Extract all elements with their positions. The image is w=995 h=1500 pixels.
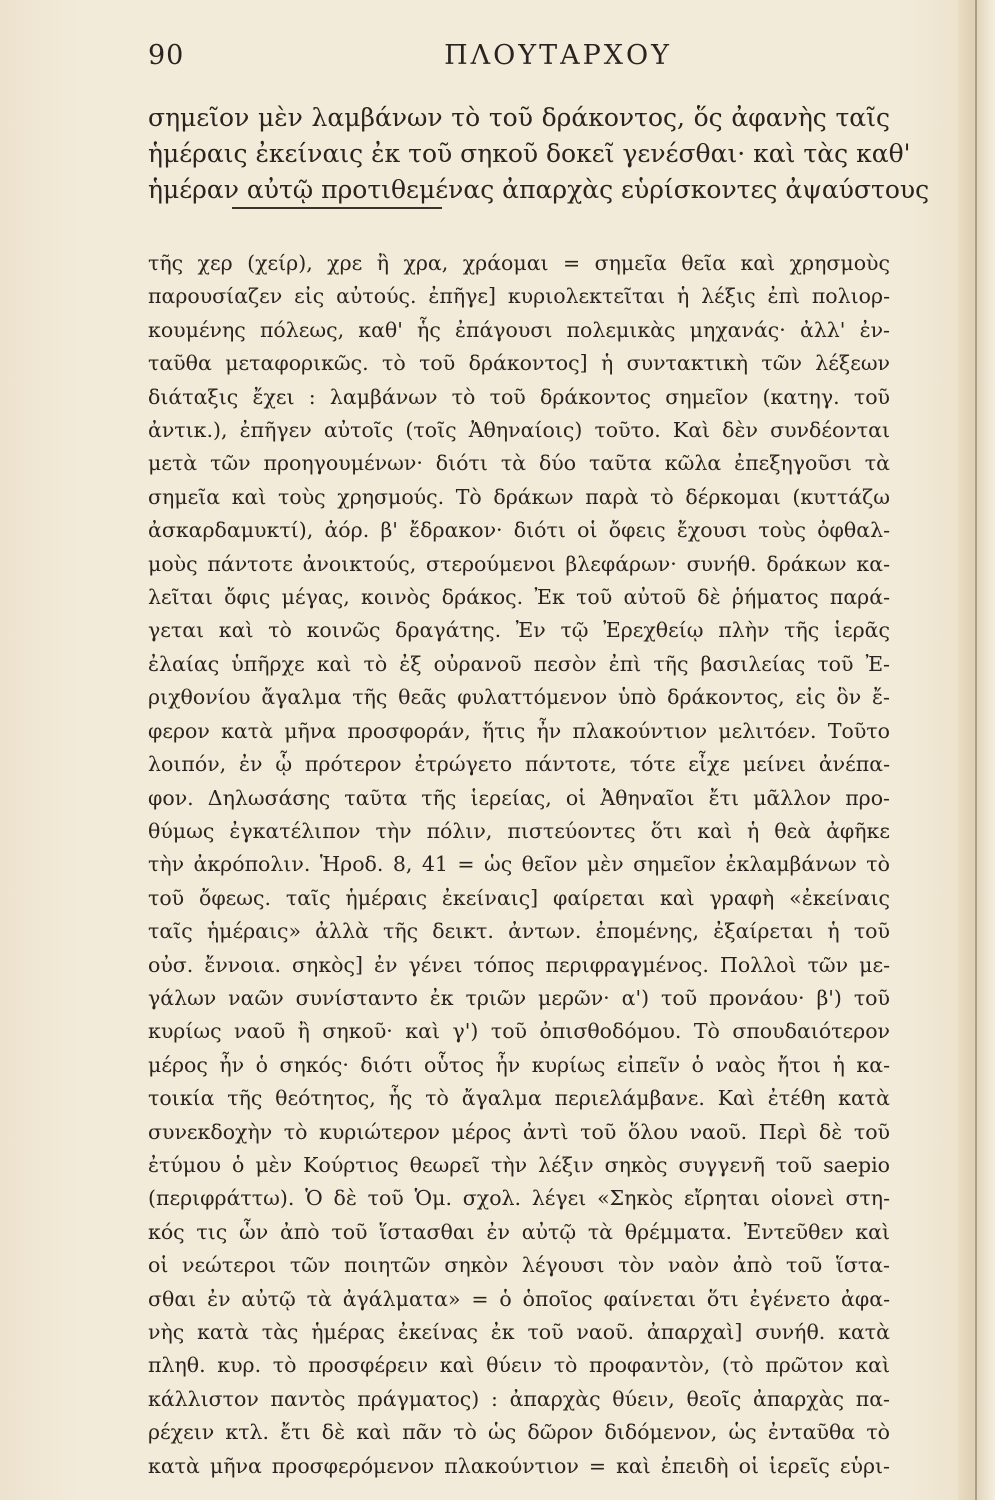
main-text-line: ἡμέραις ἐκείναις ἐκ τοῦ σηκοῦ δοκεῖ γενέσθαι· καὶ τὰς καθ' [148,139,911,168]
note-line: κυρίως ναοῦ ἢ σηκοῦ· καὶ γ') τοῦ ὀπισθοδόμου. Τὸ σπουδαιότερον [148,1019,890,1044]
note-line: νὴς κατὰ τὰς ἡμέρας ἐκείνας ἐκ τοῦ ναοῦ. ἀπαρχαὶ] συνήθ. κατὰ [148,1320,890,1344]
page-edge-line [975,0,977,1500]
note-line: ταῖς ἡμέραις» ἀλλὰ τῆς δεικτ. ἀντων. ἐπομένης, ἐξαίρεται ἡ τοῦ [148,919,890,944]
main-text [148,100,930,208]
note-line: γεται καὶ τὸ κοινῶς δραγάτης. Ἐν τῷ Ἐρεχθείῳ πλὴν τῆς ἱερᾶς [148,618,890,643]
note-line: φερον κατὰ μῆνα προσφοράν, ἥτις ἦν πλακούντιον μελιτόεν. Τοῦτο [148,718,890,743]
page-number: 90 [148,40,185,71]
note-line: λοιπόν, ἐν ᾧ πρότερον ἐτρώγετο πάντοτε, τότε εἶχε μείνει ἀνέπα- [148,752,890,777]
note-line: σθαι ἐν αὐτῷ τὰ ἀγάλματα» = ὁ ὁποῖος φαίνεται ὅτι ἐγένετο ἀφα- [148,1286,890,1311]
note-line: τῆς χερ (χείρ), χρε ἢ χρα, χράομαι = σημεῖα θεῖα καὶ χρησμοὺς [148,251,890,275]
footnote-separator [232,207,442,209]
note-line: τοικία τῆς θεότητος, ἧς τὸ ἄγαλμα περιελάμβανε. Καὶ ἐτέθη κατὰ [148,1086,890,1111]
note-line: συνεκδοχὴν τὸ κυριώτερον μέρος ἀντὶ τοῦ ὅλου ναοῦ. Περὶ δὲ τοῦ [148,1119,890,1144]
note-line: μέρος ἦν ὁ σηκός· διότι οὗτος ἦν κυρίως εἰπεῖν ὁ ναὸς ἤτοι ἡ κα- [148,1052,890,1077]
note-line: ἐτύμου ὁ μὲν Κούρτιος θεωρεῖ τὴν λέξιν σηκὸς συγγενῆ τοῦ saepio [148,1152,890,1177]
note-line: κατὰ μῆνα προσφερόμενον πλακούντιον = καὶ ἐπειδὴ οἱ ἱερεῖς εὑρι- [148,1453,890,1478]
note-line: σημεῖα καὶ τοὺς χρησμούς. Τὸ δράκων παρὰ τὸ δέρκομαι (κυττάζω [148,484,890,509]
note-line: ρέχειν κτλ. ἔτι δὲ καὶ πᾶν τὸ ὡς δῶρον διδόμενον, ὡς ἐνταῦθα τὸ [148,1420,890,1445]
note-line: παρουσίαζεν εἰς αὐτούς. ἐπῆγε] κυριολεκτεῖται ἡ λέξις ἐπὶ πολιορ- [148,284,890,309]
note-line: ριχθονίου ἄγαλμα τῆς θεᾶς φυλαττόμενον ὑπὸ δράκοντος, εἰς ὃν ἔ- [148,685,890,710]
note-line: κουμένης πόλεως, καθ' ἧς ἐπάγουσι πολεμικὰς μηχανάς· ἀλλ' ἐν- [148,317,890,342]
note-line: οἱ νεώτεροι τῶν ποιητῶν σηκὸν λέγουσι τὸν ναὸν ἀπὸ τοῦ ἵστα- [148,1253,890,1278]
note-line: οὐσ. ἔννοια. σηκὸς] ἐν γένει τόπος περιφραγμένος. Πολλοὶ τῶν με- [148,952,890,977]
note-line: κάλλιστον παντὸς πράγματος) : ἀπαρχὰς θύειν, θεοῖς ἀπαρχὰς πα- [148,1386,890,1411]
running-title: ΠΛΟΥΤΑΡΧΟΥ [444,40,672,71]
note-line: φον. Δηλωσάσης ταῦτα τῆς ἱερείας, οἱ Ἀθηναῖοι ἔτι μᾶλλον προ- [148,785,890,810]
main-text-line: σημεῖον μὲν λαμβάνων τὸ τοῦ δράκοντος, ὅς ἀφανὴς ταῖς [148,103,890,132]
note-line: θύμως ἐγκατέλιπον τὴν πόλιν, πιστεύοντες ὅτι καὶ ἡ θεὰ ἀφῆκε [148,818,890,843]
note-line: τὴν ἀκρόπολιν. Ἡροδ. 8, 41 = ὡς θεῖον μὲν σημεῖον ἐκλαμβάνων τὸ [148,852,890,877]
note-line: τοῦ ὄφεως. ταῖς ἡμέραις ἐκείναις] φαίρεται καὶ γραφὴ «ἐκείναις [148,885,890,910]
note-line: ἀντικ.), ἐπῆγεν αὐτοῖς (τοῖς Ἀθηναίοις) τοῦτο. Καὶ δὲν συνδέονται [148,418,890,443]
note-line: ἀσκαρδαμυκτί), ἀόρ. β' ἔδρακον· διότι οἱ ὄφεις ἔχουσι τοὺς ὀφθαλ- [148,518,890,543]
note-line: μετὰ τῶν προηγουμένων· διότι τὰ δύο ταῦτα κῶλα ἐπεξηγοῦσι τὰ [148,451,890,476]
note-line: (περιφράττω). Ὁ δὲ τοῦ Ὁμ. σχολ. λέγει «Σηκὸς εἴρηται οἱονεὶ στη- [148,1186,890,1211]
note-line: μοὺς πάντοτε ἀνοικτούς, στερούμενοι βλεφάρων· συνήθ. δράκων κα- [148,551,890,576]
note-line: πληθ. κυρ. τὸ προσφέρειν καὶ θύειν τὸ προφαντὸν, (τὸ πρῶτον καὶ [148,1353,890,1378]
page-header [148,40,890,80]
note-line: λεῖται ὄφις μέγας, κοινὸς δράκος. Ἐκ τοῦ αὐτοῦ δὲ ῥήματος παρά- [148,585,890,610]
note-line: διάταξις ἔχει : λαμβάνων τὸ τοῦ δράκοντος σημεῖον (κατηγ. τοῦ [148,384,890,409]
main-text-line: ἡμέραν αὐτῷ προτιθεμένας ἀπαρχὰς εὑρίσκοντες ἀψαύστους [148,175,930,204]
note-line: ἐλαίας ὑπῆρχε καὶ τὸ ἐξ οὐρανοῦ πεσὸν ἐπὶ τῆς βασιλείας τοῦ Ἐ- [148,651,890,676]
note-line: κός τις ὧν ἀπὸ τοῦ ἵστασθαι ἐν αὐτῷ τὰ θρέμματα. Ἐντεῦθεν καὶ [148,1219,890,1244]
commentary-notes [148,247,890,1483]
note-line: ταῦθα μεταφορικῶς. τὸ τοῦ δράκοντος] ἡ συντακτικὴ τῶν λέξεων [148,351,890,376]
note-line: γάλων ναῶν συνίσταντο ἐκ τριῶν μερῶν· α') τοῦ προνάου· β') τοῦ [148,985,890,1010]
